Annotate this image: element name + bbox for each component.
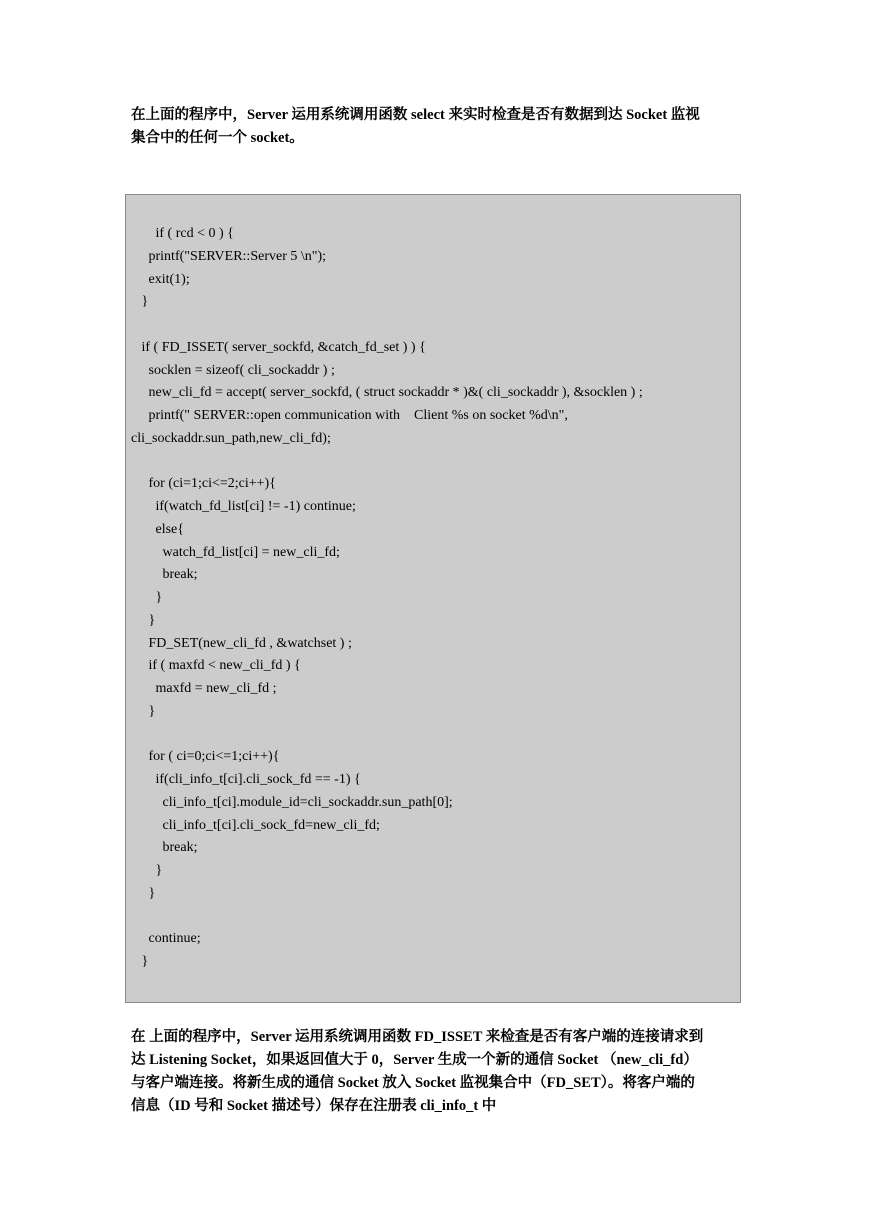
code-line: }	[131, 954, 149, 969]
code-line: break;	[131, 567, 198, 583]
code-line: if(cli_info_t[ci].cli_sock_fd == -1) {	[131, 772, 361, 787]
code-line: for ( ci=0;ci<=1;ci++){	[131, 749, 280, 765]
code-line: watch_fd_list[ci] = new_cli_fd;	[131, 544, 340, 560]
outro-paragraph	[131, 1026, 741, 1118]
code-line: }	[131, 294, 149, 310]
code-line: cli_sockaddr.sun_path,new_cli_fd);	[131, 430, 331, 446]
outro-line: 与客户端连接。将新生成的通信 Socket 放入 Socket 监视集合中（FD_SET）。将客户端的	[131, 1075, 695, 1091]
code-line: if ( rcd < 0 ) {	[131, 226, 234, 241]
code-line	[131, 451, 740, 474]
code-line: continue;	[131, 931, 201, 947]
code-line: }	[131, 703, 156, 719]
code-line: }	[131, 863, 163, 878]
code-line: if ( maxfd < new_cli_fd ) {	[131, 658, 301, 674]
code-line: break;	[131, 840, 198, 856]
code-line: }	[131, 590, 163, 605]
code-line	[131, 724, 740, 747]
intro-paragraph	[131, 104, 741, 150]
code-line: cli_info_t[ci].module_id=cli_sockaddr.sun_path[0];	[131, 794, 453, 810]
code-line: if(watch_fd_list[ci] != -1) continue;	[131, 499, 356, 514]
code-line: socklen = sizeof( cli_sockaddr ) ;	[131, 362, 335, 378]
code-line: cli_info_t[ci].cli_sock_fd=new_cli_fd;	[131, 817, 380, 833]
code-line: maxfd = new_cli_fd ;	[131, 681, 277, 696]
code-lines	[131, 223, 740, 974]
code-line: }	[131, 612, 156, 628]
intro-line: 集合中的任何一个 socket。	[131, 130, 304, 146]
code-line: exit(1);	[131, 271, 190, 287]
code-line: for (ci=1;ci<=2;ci++){	[131, 476, 276, 492]
outro-line: 在 上面的程序中，Server 运用系统调用函数 FD_ISSET 来检查是否有客户端的连接请求到	[131, 1029, 704, 1045]
code-line: printf(" SERVER::open communication with Client %s on socket %d\n",	[131, 408, 568, 423]
code-line	[131, 314, 740, 337]
outro-line: 信息（ID 号和 Socket 描述号）保存在注册表 cli_info_t 中	[131, 1098, 497, 1114]
code-line: if ( FD_ISSET( server_sockfd, &catch_fd_set ) ) {	[131, 339, 426, 355]
outro-line: 达 Listening Socket，如果返回值大于 0，Server 生成一个新的通信 Socket （new_cli_fd）	[131, 1052, 698, 1068]
code-block	[125, 194, 741, 1003]
code-line: printf("SERVER::Server 5 \n");	[131, 248, 327, 264]
code-line: FD_SET(new_cli_fd , &watchset ) ;	[131, 635, 352, 651]
code-line: else{	[131, 521, 184, 537]
code-line	[131, 906, 740, 929]
code-line: new_cli_fd = accept( server_sockfd, ( struct sockaddr * )&( cli_sockaddr ), &socklen ) ;	[131, 385, 643, 401]
code-line: }	[131, 885, 156, 901]
intro-line: 在上面的程序中，Server 运用系统调用函数 select 来实时检查是否有数据到达 Socket 监视	[131, 107, 700, 123]
